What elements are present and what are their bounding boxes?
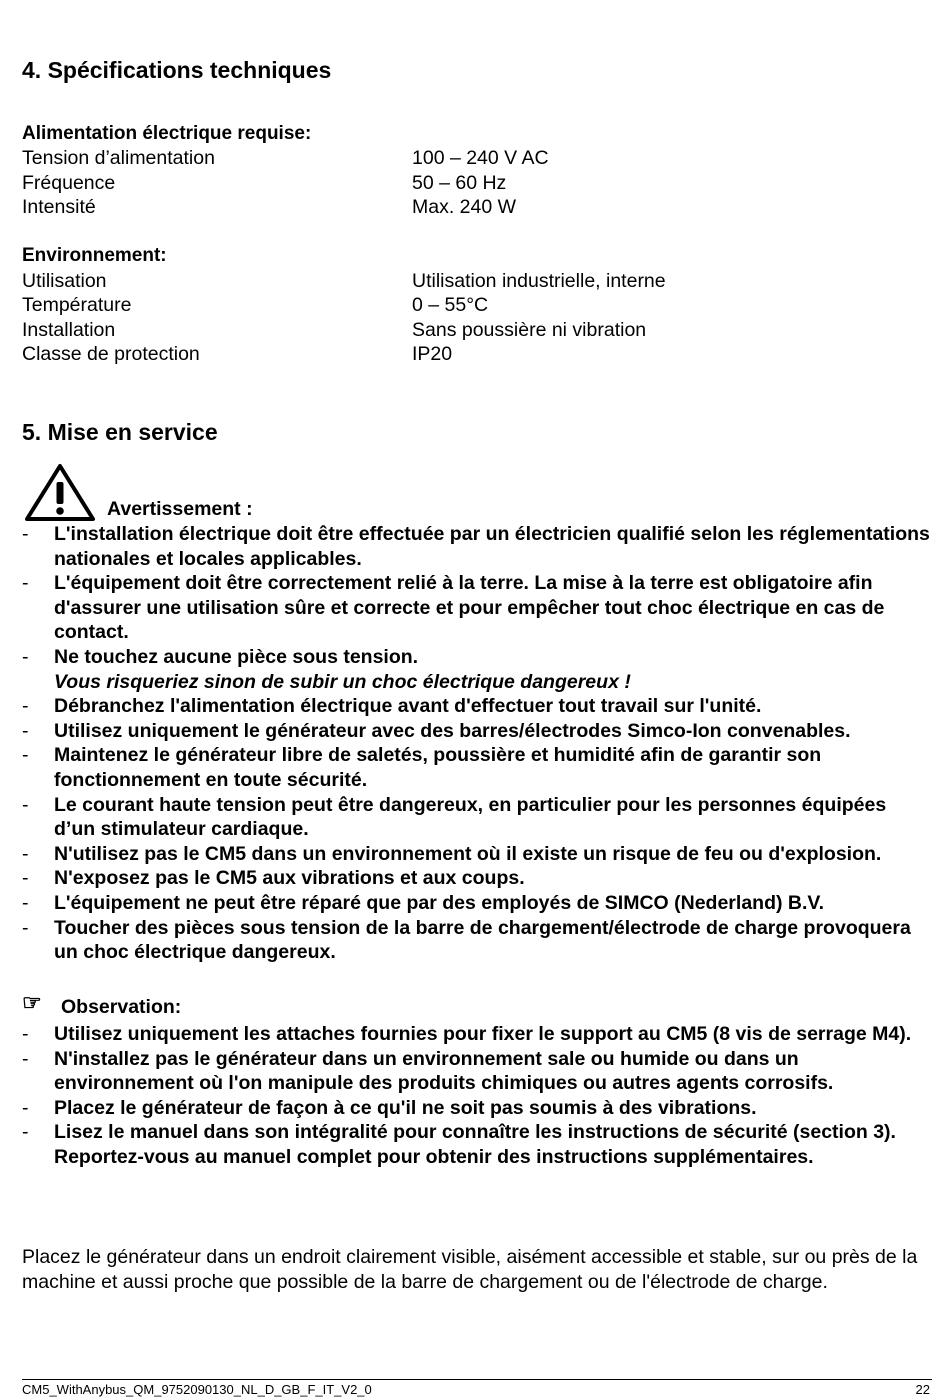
list-item [22, 743, 932, 792]
spec-label: Tension d’alimentation [22, 147, 215, 169]
list-item-text: Ne touchez aucune pièce sous tension. [54, 645, 419, 668]
spec-value: IP20 [412, 343, 453, 365]
list-dash: - [22, 523, 29, 545]
list-item-italic-note: Vous risqueriez sinon de subir un choc électrique dangereux ! [54, 670, 631, 693]
list-dash: - [22, 1096, 29, 1119]
list-item-text: N'exposez pas le CM5 aux vibrations et aux coups. [54, 867, 525, 890]
environment-heading: Environnement: [22, 245, 167, 266]
list-dash: - [22, 744, 29, 767]
page-number: 22 [915, 1382, 930, 1397]
list-dash: - [22, 867, 29, 890]
spec-row [22, 172, 922, 196]
spec-row [22, 147, 922, 171]
spec-label: Intensité [22, 196, 96, 218]
list-item-text: L'installation électrique doit être effectuée par un électricien qualifié selon les réglementations nationales et locales applicables. [54, 523, 930, 570]
list-dash: - [22, 1121, 29, 1144]
list-dash: - [22, 1023, 29, 1045]
list-dash: - [22, 842, 29, 865]
spec-value: 0 – 55°C [412, 294, 489, 316]
spec-row [22, 270, 922, 294]
list-item [22, 1120, 932, 1169]
power-heading: Alimentation électrique requise: [22, 123, 312, 144]
list-item [22, 1096, 932, 1121]
pointing-hand-icon: ☞ [22, 990, 42, 1015]
list-item-text: Toucher des pièces sous tension de la barre de chargement/électrode de charge provoquera un choc électrique dangereux. [54, 916, 911, 964]
spec-row [22, 294, 922, 318]
list-item [22, 571, 932, 645]
list-dash: - [22, 645, 29, 668]
list-dash: - [22, 916, 29, 939]
spec-label: Classe de protection [22, 343, 200, 365]
spec-row [22, 319, 922, 343]
spec-row [22, 196, 922, 220]
list-item [22, 1022, 932, 1047]
spec-value: Utilisation industrielle, interne [412, 270, 666, 292]
list-dash: - [22, 891, 29, 914]
warning-triangle-icon [24, 462, 96, 522]
list-item-text: Utilisez uniquement le générateur avec des barres/électrodes Simco-Ion convenables. [54, 719, 851, 742]
list-item-text: Utilisez uniquement les attaches fournies pour fixer le support au CM5 (8 vis de serrage M4). [54, 1023, 912, 1045]
spec-value: Sans poussière ni vibration [412, 319, 647, 341]
list-dash: - [22, 793, 29, 816]
warning-header [22, 462, 622, 524]
spec-value: Max. 240 W [412, 196, 517, 218]
list-dash: - [22, 572, 29, 595]
placement-paragraph: Placez le générateur dans un endroit clairement visible, aisément accessible et stable, sur ou près de la machine et aussi proche que possible de la barre de chargement ou de l'électrode de charge. [22, 1246, 918, 1293]
list-item [22, 522, 932, 571]
list-item [22, 866, 932, 891]
list-item [22, 891, 932, 916]
list-dash: - [22, 695, 29, 718]
spec-row [22, 343, 922, 367]
list-item [22, 719, 932, 744]
list-item-text: Maintenez le générateur libre de saletés, poussière et humidité afin de garantir son fonctionnement en toute sécurité. [54, 744, 822, 791]
spec-label: Installation [22, 319, 116, 341]
list-item-text: N'installez pas le générateur dans un environnement sale ou humide ou dans un environnement où l'on manipule des produits chimiques ou autres agents corrosifs. [54, 1047, 834, 1095]
spec-value: 100 – 240 V AC [412, 147, 549, 169]
warning-list [22, 522, 932, 965]
list-dash: - [22, 719, 29, 742]
list-item-text: N'utilisez pas le CM5 dans un environnement où il existe un risque de feu ou d'explosion. [54, 842, 882, 865]
list-item-text: L'équipement ne peut être réparé que par des employés de SIMCO (Nederland) B.V. [54, 891, 825, 914]
list-item-text: Lisez le manuel dans son intégralité pour connaître les instructions de sécurité (section 3). Reportez-vous au manuel complet pour obtenir des instructions supplémentaires. [54, 1121, 896, 1168]
list-item [22, 793, 932, 842]
list-item-text: Débranchez l'alimentation électrique avant d'effectuer tout travail sur l'unité. [54, 695, 762, 718]
list-item-text: Placez le générateur de façon à ce qu'il ne soit pas soumis à des vibrations. [54, 1096, 757, 1119]
list-item [22, 842, 932, 867]
observation-label: Observation: [61, 996, 182, 1018]
list-item [22, 694, 932, 719]
spec-label: Utilisation [22, 270, 107, 292]
list-item-text: L'équipement doit être correctement relié à la terre. La mise à la terre est obligatoire afin d'assurer une utilisation sûre et correcte et pour empêcher tout choc électrique en cas de contact. [54, 572, 885, 644]
observation-list [22, 1022, 932, 1170]
footer-document-id: CM5_WithAnybus_QM_9752090130_NL_D_GB_F_IT_V2_0 [22, 1382, 372, 1397]
list-item-text: Le courant haute tension peut être dangereux, en particulier pour les personnes équipées d’un stimulateur cardiaque. [54, 793, 887, 841]
section-4-title: 4. Spécifications techniques [22, 57, 332, 83]
spec-value: 50 – 60 Hz [412, 172, 507, 194]
list-item [22, 1047, 932, 1096]
section-5-title: 5. Mise en service [22, 419, 218, 445]
list-item [22, 916, 932, 965]
spec-label: Fréquence [22, 172, 116, 194]
footer-divider [22, 1379, 932, 1380]
warning-label: Avertissement : [107, 498, 253, 520]
spec-label: Température [22, 294, 132, 316]
list-dash: - [22, 1047, 29, 1070]
list-item [22, 645, 932, 694]
